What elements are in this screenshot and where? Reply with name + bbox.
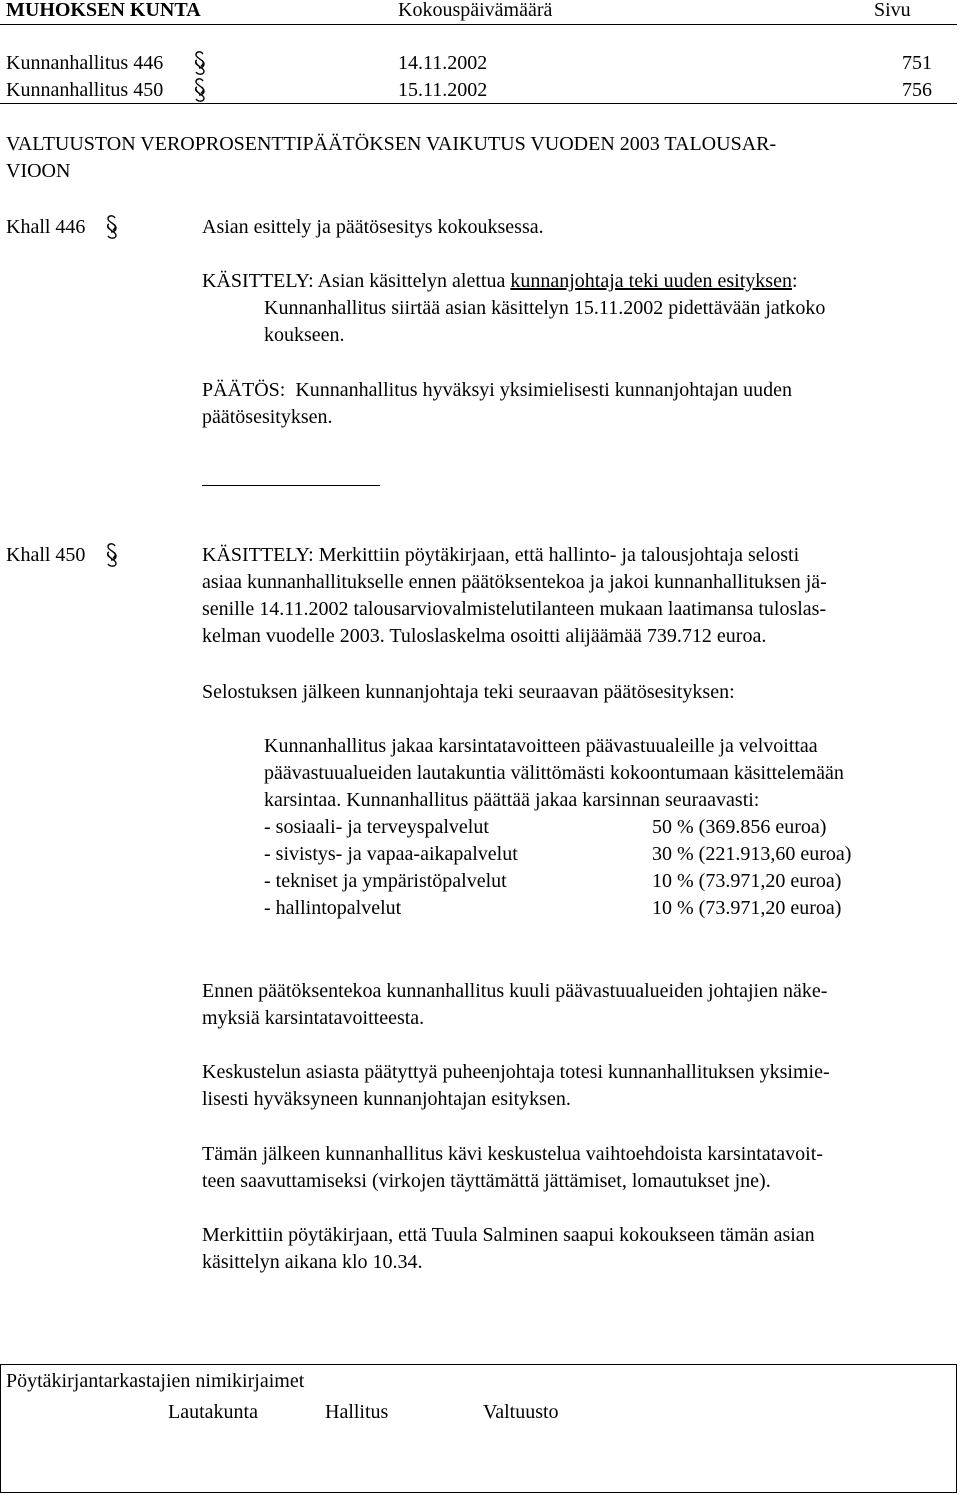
page-column-label: Sivu	[874, 0, 911, 21]
agenda-title	[6, 131, 776, 185]
section-divider	[202, 485, 380, 486]
proposal-line: Kunnanhallitus jakaa karsintatavoitteen päävastuualeille ja velvoittaa	[264, 735, 818, 757]
selostus-paragraph: Selostuksen jälkeen kunnanjohtaja teki seuraavan päätösesityksen:	[202, 681, 735, 703]
kasittely-line: Kunnanhallitus siirtää asian käsittelyn 15.11.2002 pidettävään jatkoko	[264, 297, 826, 319]
paatos-text: Kunnanhallitus hyväksyi yksimielisesti kunnanjohtajan uuden	[295, 379, 792, 401]
initials-lautakunta: Lautakunta	[168, 1401, 258, 1423]
paatos-line	[202, 377, 792, 404]
alternatives-paragraph	[202, 1141, 823, 1195]
proposal-paragraph	[264, 733, 844, 814]
meeting-446-page: 751	[902, 52, 932, 74]
paatos-label: PÄÄTÖS:	[202, 379, 286, 401]
allocation-unit: - sosiaali- ja terveyspalvelut	[264, 816, 489, 838]
kasittely-pre: Asian käsittelyn alettua	[317, 270, 506, 292]
paragraph-line: asiaa kunnanhallitukselle ennen päätöksentekoa ja jakoi kunnanhallituksen jä-	[202, 571, 827, 593]
meeting-450-page: 756	[902, 79, 932, 101]
initials-hallitus: Hallitus	[325, 1401, 389, 1423]
khall-446-label: Khall 446	[6, 216, 86, 238]
paragraph-line: myksiä karsintatavoitteesta.	[202, 1007, 425, 1029]
arrival-paragraph	[202, 1222, 815, 1276]
kasittely-label: KÄSITTELY:	[202, 270, 314, 292]
paragraph-line: lisesti hyväksyneen kunnanjohtajan esityksen.	[202, 1088, 571, 1110]
khall-446-kasittely	[202, 268, 798, 295]
allocation-share: 10 % (73.971,20 euroa)	[652, 870, 842, 892]
khall-450-kasittely	[202, 542, 827, 650]
allocation-share: 10 % (73.971,20 euroa)	[652, 897, 842, 919]
allocation-unit: - sivistys- ja vapaa-aikapalvelut	[264, 843, 518, 865]
hearing-paragraph	[202, 978, 827, 1032]
paatos-line: päätösesityksen.	[202, 406, 333, 428]
allocation-unit: - tekniset ja ympäristöpalvelut	[264, 870, 507, 892]
section-sign-icon	[193, 50, 207, 76]
initials-valtuusto: Valtuusto	[483, 1401, 559, 1423]
section-sign-icon	[193, 77, 207, 103]
kasittely-line: koukseen.	[264, 324, 345, 346]
meeting-450-name: Kunnanhallitus 450	[6, 79, 164, 101]
meeting-446-name: Kunnanhallitus 446	[6, 52, 164, 74]
title-line: VALTUUSTON VEROPROSENTTIPÄÄTÖKSEN VAIKUTUS VUODEN 2003 TALOUSAR-	[6, 133, 777, 155]
allocation-share: 30 % (221.913,60 euroa)	[652, 843, 852, 865]
khall-450-label: Khall 450	[6, 544, 86, 566]
initials-title: Pöytäkirjantarkastajien nimikirjaimet	[6, 1370, 305, 1392]
meeting-446-date: 14.11.2002	[398, 52, 488, 74]
proposal-line: päävastuualueiden lautakuntia välittömästi kokoontumaan käsittelemään	[264, 762, 844, 784]
date-column-label: Kokouspäivämäärä	[398, 0, 553, 21]
paragraph-line: Tämän jälkeen kunnanhallitus kävi keskustelua vaihtoehdoista karsintatavoit-	[202, 1143, 823, 1165]
khall-446-paatos	[202, 377, 792, 431]
section-sign-icon	[105, 214, 119, 240]
meeting-rule	[0, 103, 957, 104]
kasittely-line	[202, 268, 798, 295]
kasittely-underlined: kunnanjohtaja teki uuden esityksen	[510, 270, 792, 292]
paragraph-line: senille 14.11.2002 talousarviovalmistelutilanteen mukaan laatimansa tuloslas-	[202, 598, 827, 620]
proposal-line: karsintaa. Kunnanhallitus päättää jakaa karsinnan seuraavasti:	[264, 789, 760, 811]
allocation-share: 50 % (369.856 euroa)	[652, 816, 827, 838]
paragraph-line: Keskustelun asiasta päätyttyä puheenjohtaja totesi kunnanhallituksen yksimie-	[202, 1061, 830, 1083]
paragraph-line: kelman vuodelle 2003. Tuloslaskelma osoitti alijäämää 739.712 euroa.	[202, 625, 767, 647]
section-sign-icon	[105, 542, 119, 568]
paragraph-line: teen saavuttamiseksi (virkojen täyttämättä jättämiset, lomautukset jne).	[202, 1170, 771, 1192]
paragraph-line: Merkittiin pöytäkirjaan, että Tuula Salminen saapui kokoukseen tämän asian	[202, 1224, 815, 1246]
title-line: VIOON	[6, 160, 71, 182]
allocation-unit: - hallintopalvelut	[264, 897, 402, 919]
org-name: MUHOKSEN KUNTA	[6, 0, 201, 21]
paragraph-line: KÄSITTELY: Merkittiin pöytäkirjaan, että hallinto- ja talousjohtaja selosti	[202, 544, 800, 566]
discussion-paragraph	[202, 1059, 830, 1113]
khall-446-kasittely-cont	[264, 295, 825, 349]
kasittely-colon: :	[791, 270, 798, 292]
meeting-450-date: 15.11.2002	[398, 79, 488, 101]
header-rule	[0, 24, 957, 25]
paragraph-line: käsittelyn aikana klo 10.34.	[202, 1251, 423, 1273]
khall-446-intro: Asian esittely ja päätösesitys kokouksessa.	[202, 216, 544, 238]
paragraph-line: Ennen päätöksentekoa kunnanhallitus kuuli päävastuualueiden johtajien näke-	[202, 980, 828, 1002]
